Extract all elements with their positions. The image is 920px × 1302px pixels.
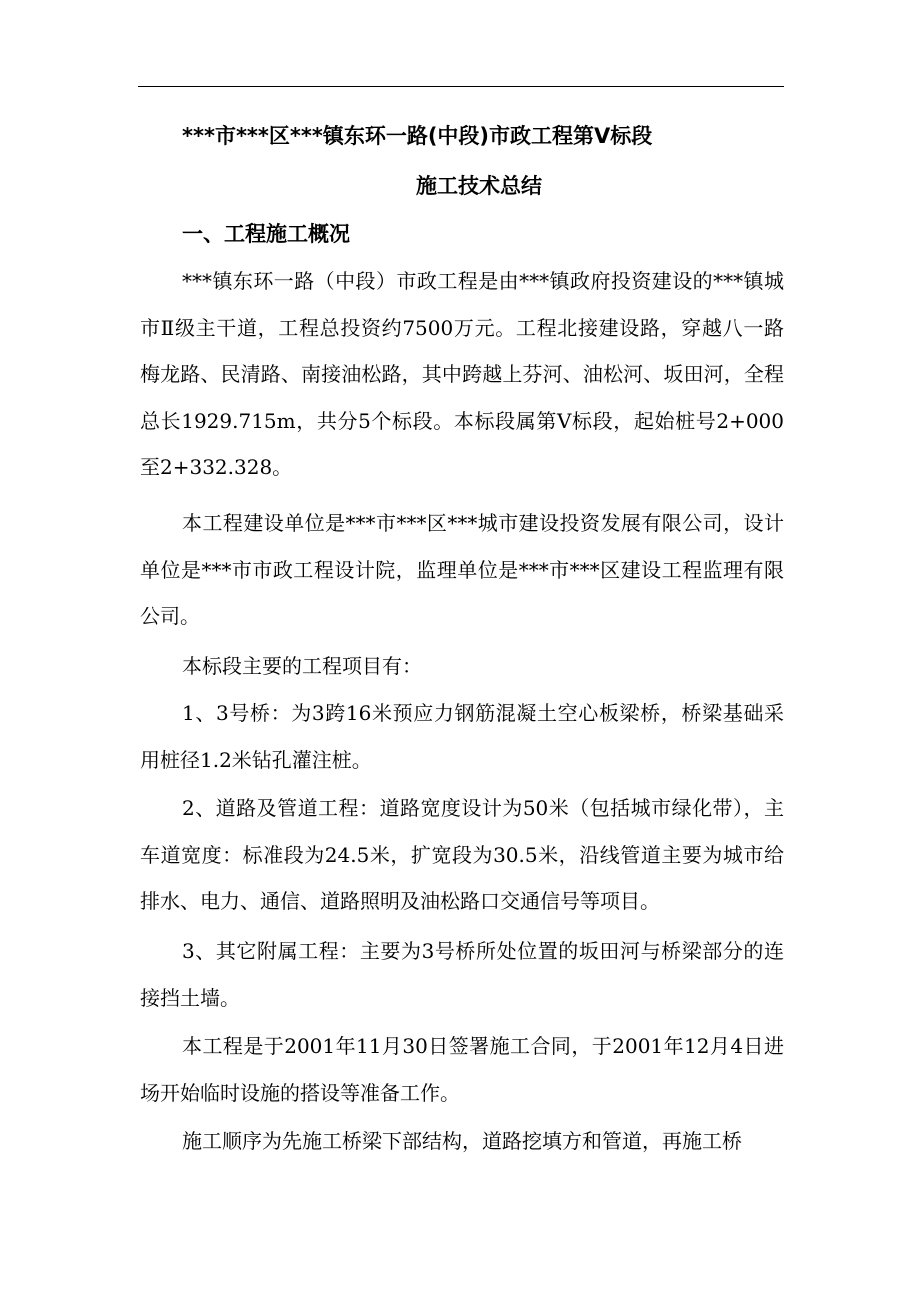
section-heading: 一、工程施工概况 (182, 222, 350, 246)
paragraph-main-items-intro: 本标段主要的工程项目有： (182, 654, 422, 678)
header-rule (138, 86, 784, 87)
paragraph-item-road-pipe: 2、道路及管道工程：道路宽度设计为50米（包括城市绿化带），主车道宽度：标准段为24.5米，扩宽段为30.5米，沿线管道主要为城市给排水、电力、通信、道路照明及油松路口交通信号等项目。 (140, 796, 784, 913)
paragraph-construction-sequence: 施工顺序为先施工桥梁下部结构，道路挖填方和管道，再施工桥 (182, 1129, 742, 1153)
paragraph-project-overview: ***镇东环一路（中段）市政工程是由***镇政府投资建设的***镇城市Ⅱ级主干道，工程总投资约7500万元。工程北接建设路，穿越八一路梅龙路、民清路、南接油松路，其中跨越上芬河、油松河、坂田河，全程总长1929.715m，共分5个标段。本标段属第Ⅴ标段，起始桩号2+000至2+332.328。 (140, 269, 784, 479)
document-title-line-1: ***市***区***镇东环一路(中段)市政工程第Ⅴ标段 (182, 124, 653, 148)
paragraph-contract-date: 本工程是于2001年11月30日签署施工合同，于2001年12月4日进场开始临时设施的搭设等准备工作。 (140, 1034, 784, 1105)
paragraph-item-bridge: 1、3号桥：为3跨16米预应力钢筋混凝土空心板梁桥，桥梁基础采用桩径1.2米钻孔灌注桩。 (140, 701, 784, 772)
document-title-line-2: 施工技术总结 (416, 174, 542, 198)
paragraph-item-ancillary: 3、其它附属工程：主要为3号桥所处位置的坂田河与桥梁部分的连接挡土墙。 (140, 939, 784, 1010)
paragraph-participating-units: 本工程建设单位是***市***区***城市建设投资发展有限公司，设计单位是***市市政工程设计院，监理单位是***市***区建设工程监理有限公司。 (140, 511, 784, 628)
